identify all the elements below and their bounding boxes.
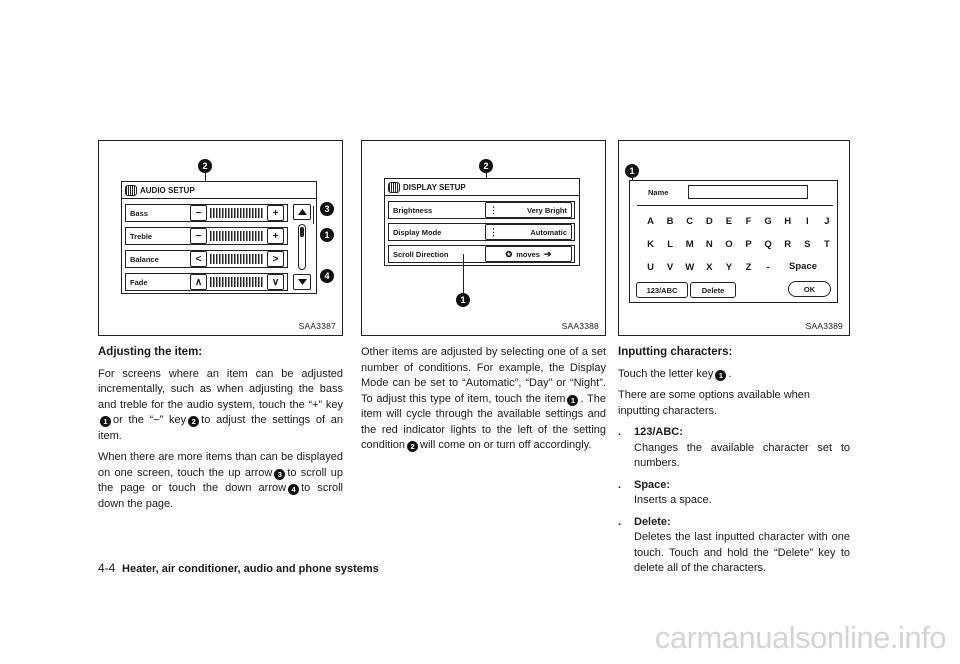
fade-level-bar bbox=[210, 277, 264, 287]
callout-3: 3 bbox=[274, 469, 285, 480]
balance-level-bar bbox=[210, 254, 264, 264]
heading-inputting: Inputting characters: bbox=[618, 346, 733, 358]
knob-icon: ✪ bbox=[505, 249, 513, 259]
figure-code: SAA3389 bbox=[805, 321, 843, 331]
callout-2: 2 bbox=[188, 416, 199, 427]
callout-4: 4 bbox=[320, 269, 334, 283]
treble-minus-button[interactable]: − bbox=[190, 228, 207, 244]
fade-rear-button[interactable]: ∨ bbox=[267, 274, 284, 290]
key[interactable]: H bbox=[784, 216, 792, 227]
key[interactable]: S bbox=[804, 239, 811, 250]
paragraph-adjusting: For screens where an item can be adjusted incrementally, such as when adjusting the bass and treble for the audio system, touch the “+” key1 or the “−” key 2 to adjust the settings of an item. bbox=[98, 367, 344, 442]
key[interactable]: J bbox=[824, 216, 830, 227]
treble-plus-button[interactable]: + bbox=[267, 228, 284, 244]
callout-1: 1 bbox=[567, 395, 578, 406]
figure-code: SAA3387 bbox=[298, 321, 336, 331]
figure-audio-setup bbox=[98, 140, 343, 336]
figure-keyboard bbox=[618, 140, 850, 336]
fade-front-button[interactable]: ∧ bbox=[190, 274, 207, 290]
balance-right-button[interactable]: > bbox=[267, 251, 284, 267]
audio-setup-screen bbox=[121, 181, 317, 294]
key[interactable]: Y bbox=[725, 262, 733, 273]
bullet-mark: . bbox=[618, 515, 622, 528]
key[interactable]: M bbox=[685, 239, 694, 250]
text-column-1 bbox=[98, 345, 343, 518]
figure-code: SAA3388 bbox=[561, 321, 599, 331]
key[interactable]: G bbox=[764, 216, 772, 227]
display-mode-value[interactable]: ⋮ Automatic bbox=[485, 224, 572, 240]
option-list-item bbox=[618, 515, 850, 581]
scroll-direction-value[interactable]: ✪ moves ➔ bbox=[485, 246, 572, 262]
delete-button[interactable]: Delete bbox=[690, 282, 736, 298]
display-screen-title: DISPLAY SETUP bbox=[385, 179, 579, 196]
key[interactable]: P bbox=[745, 239, 752, 250]
option-list-item bbox=[618, 425, 850, 476]
bullet-mark: . bbox=[618, 426, 622, 438]
keyboard-row-1 bbox=[637, 205, 833, 206]
callout-3: 3 bbox=[320, 202, 334, 216]
key[interactable]: X bbox=[706, 262, 713, 273]
name-field[interactable] bbox=[688, 185, 808, 199]
option-description: Changes the available character set to numbers. bbox=[634, 441, 850, 469]
callout-2: 2 bbox=[479, 159, 493, 173]
audio-screen-title: AUDIO SETUP bbox=[122, 182, 316, 199]
row-treble[interactable]: Treble bbox=[125, 227, 288, 245]
key[interactable]: Z bbox=[745, 262, 752, 273]
setup-icon bbox=[125, 185, 137, 196]
key[interactable]: K bbox=[647, 239, 654, 250]
text-column-3 bbox=[618, 345, 850, 583]
key[interactable]: T bbox=[823, 239, 830, 250]
paragraph-scrolling: When there are more items than can be displayed on one screen, touch the up arrow 3 to scroll up the page or touch the down arrow 4 to scroll down the page. bbox=[98, 451, 343, 510]
row-balance[interactable]: Balance bbox=[125, 250, 288, 268]
option-list bbox=[618, 425, 850, 581]
name-label: Name bbox=[648, 188, 669, 197]
option-description: Deletes the last inputted character with one touch. Touch and hold the “Delete” key to delete all of the characters. bbox=[634, 531, 850, 574]
mode-123-abc-button[interactable]: 123/ABC bbox=[636, 282, 688, 298]
ok-button[interactable]: OK bbox=[788, 281, 831, 297]
option-description: Inserts a space. bbox=[634, 494, 712, 506]
key[interactable]: Q bbox=[764, 239, 772, 250]
row-fade[interactable]: Fade bbox=[125, 273, 288, 291]
key[interactable]: - bbox=[766, 262, 770, 273]
option-title: Space: bbox=[634, 478, 671, 491]
option-title: Delete: bbox=[634, 515, 671, 528]
row-scroll-direction[interactable]: Scroll Direction bbox=[388, 245, 575, 263]
key[interactable]: C bbox=[686, 216, 694, 227]
row-brightness[interactable]: Brightness bbox=[388, 201, 575, 219]
key[interactable]: I bbox=[805, 216, 809, 227]
key[interactable]: B bbox=[666, 216, 674, 227]
paragraph-conditions: Other items are adjusted by selecting one of a set number of conditions. For example, the Display Mode can be set to “Automatic”, “Day” or “Night”. To adjust this type of item, touch the item 1 . The item will cycle through the available settings and the red indicator lights to the left of the setting condition 2 will come on or turn off accordingly. bbox=[361, 346, 606, 451]
callout-1: 1 bbox=[456, 293, 470, 307]
option-title: 123/ABC: bbox=[634, 426, 683, 438]
callout-1: 1 bbox=[625, 164, 639, 178]
keyboard-screen bbox=[629, 180, 838, 303]
figure-display-setup bbox=[361, 140, 606, 336]
space-key[interactable]: Space bbox=[789, 261, 817, 272]
callout-2: 2 bbox=[407, 441, 418, 452]
up-arrow-icon bbox=[298, 209, 307, 215]
indicator-icon: ⋮ bbox=[489, 204, 498, 215]
key[interactable]: E bbox=[725, 216, 733, 227]
treble-level-bar bbox=[210, 231, 264, 241]
indicator-icon: ⋮ bbox=[489, 226, 498, 237]
section-title: Heater, air conditioner, audio and phone systems bbox=[122, 563, 379, 575]
bass-minus-button[interactable]: − bbox=[190, 205, 207, 221]
bass-level-bar bbox=[210, 208, 264, 218]
key[interactable]: D bbox=[705, 216, 713, 227]
bass-plus-button[interactable]: + bbox=[267, 205, 284, 221]
key[interactable]: O bbox=[725, 239, 733, 250]
scroll-down-button[interactable] bbox=[293, 274, 311, 290]
key[interactable]: V bbox=[666, 262, 674, 273]
key[interactable]: F bbox=[745, 216, 752, 227]
row-bass[interactable]: Bass bbox=[125, 204, 288, 222]
brightness-value[interactable]: ⋮ Very Bright bbox=[485, 202, 572, 218]
callout-4: 4 bbox=[288, 484, 299, 495]
key[interactable]: U bbox=[647, 262, 654, 273]
key[interactable]: A bbox=[647, 216, 654, 227]
key[interactable]: W bbox=[685, 262, 695, 273]
key[interactable]: N bbox=[705, 239, 713, 250]
callout-1: 1 bbox=[715, 370, 726, 381]
setup-icon bbox=[388, 182, 400, 193]
watermark: carmanualsonline.info bbox=[654, 620, 946, 655]
scroll-up-button[interactable] bbox=[293, 204, 311, 220]
page-number: 4-4 bbox=[98, 561, 116, 575]
option-list-item bbox=[618, 478, 850, 513]
callout-2: 2 bbox=[198, 159, 212, 173]
row-display-mode[interactable]: Display Mode bbox=[388, 223, 575, 241]
balance-left-button[interactable]: < bbox=[190, 251, 207, 267]
paragraph-touch-key: Touch the letter key 1 . bbox=[618, 367, 732, 380]
bullet-mark: . bbox=[618, 478, 622, 491]
scrollbar-thumb[interactable] bbox=[300, 227, 304, 237]
callout-1: 1 bbox=[320, 228, 334, 242]
callout-1: 1 bbox=[100, 416, 111, 427]
down-arrow-icon bbox=[298, 279, 307, 285]
key[interactable]: L bbox=[667, 239, 673, 250]
paragraph-options: There are some options available when inputting characters. bbox=[618, 389, 811, 417]
display-setup-screen bbox=[384, 178, 580, 266]
heading-adjusting: Adjusting the item: bbox=[98, 346, 203, 358]
key[interactable]: R bbox=[784, 239, 792, 250]
text-column-2 bbox=[361, 345, 606, 460]
page-footer bbox=[98, 561, 379, 575]
down-arrow-icon: ➔ bbox=[543, 248, 552, 259]
